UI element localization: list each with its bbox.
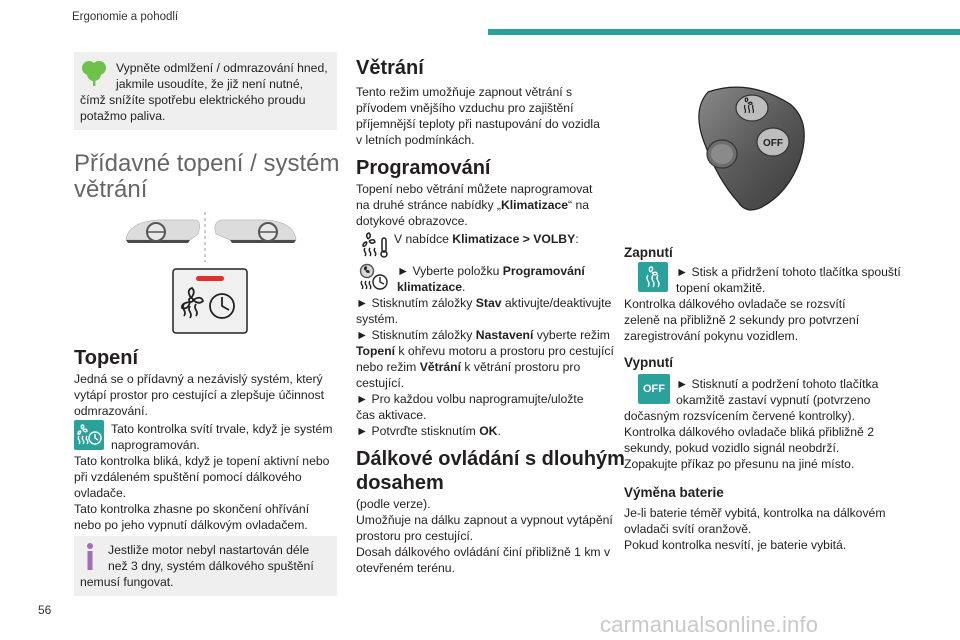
page-title-line1: Přídavné topení / systém (74, 150, 340, 177)
remote-title-line1: Dálkové ovládání s dlouhým (356, 448, 625, 470)
header-section-title: Ergonomie a pohodlí (72, 11, 179, 23)
lamp-on-line1: Tato kontrolka svítí trvale, když je systém (111, 422, 333, 436)
on-line1: ► Stisk a přidržení tohoto tlačítka spouští (676, 265, 901, 279)
settings-line4: cestující. (356, 376, 405, 390)
off-line2: okamžitě zastaví vypnutí (potvrzeno (676, 393, 871, 407)
lamp-off-line1: Tato kontrolka zhasne po skončení ohřívání (74, 502, 310, 516)
settings-line1: ► Stisknutím záložky Nastavení vyberte režim (356, 328, 610, 342)
off-title: Vypnutí (624, 355, 673, 370)
vent-line2: přívodem vnějšího vzduchu pro zajištění (356, 101, 574, 115)
status-line2: systém. (356, 312, 398, 326)
settings-line2: Topení k ohřevu motoru a prostoru pro cestující (356, 344, 614, 358)
remote-control-illustration (688, 82, 816, 214)
programming-icon (358, 263, 390, 293)
off-line6: Zopakujte příkaz po přesunu na jiné místo. (624, 457, 855, 471)
heating-text-line3: odmrazování. (74, 404, 148, 418)
remote-title-line2: dosahem (356, 472, 444, 494)
lamp-off-line2: nebo po jeho vypnutí dálkovým ovladačem. (74, 518, 308, 532)
on-line4: zeleně na přibližně 2 sekundy pro potvrzení (624, 313, 860, 327)
info-line1: Jestliže motor nebyl nastartován déle (108, 543, 310, 557)
off-line4: Kontrolka dálkového ovladače bliká přibližně 2 (624, 425, 874, 439)
climate-menu-icon (360, 230, 390, 260)
watermark: carmanualsonline.info (600, 612, 819, 637)
menu-path-line: V nabídce Klimatizace > VOLBY: (394, 232, 579, 246)
vent-line3: příjemnější teploty při nastupování do vozidla (356, 117, 600, 131)
on-line5: zaregistrování pokynu vozidlem. (624, 329, 799, 343)
eco-tip-line3: čímž snížíte spotřebu elektrického proudu (80, 93, 306, 107)
off-line5: sekundy, pokud vozidlo signál neobdrží. (624, 441, 840, 455)
on-line2: topení okamžitě. (676, 281, 766, 295)
battery-title: Výměna baterie (624, 485, 724, 500)
vent-line1: Tento režim umožňuje zapnout větrání s (356, 85, 573, 99)
info-line3: nemusí fungovat. (80, 575, 174, 589)
select-line2: klimatizace. (397, 280, 466, 294)
off-line3: dočasným rozsvícením červené kontrolky). (624, 409, 855, 423)
heating-title: Topení (74, 347, 139, 369)
eco-tip-line4: potažmo paliva. (80, 109, 166, 123)
settings-line3: nebo režim Větrání k větrání prostoru pro (356, 360, 581, 374)
heating-text-line1: Jedná se o přídavný a nezávislý systém, který (74, 372, 323, 386)
prog-line2: na druhé stránce nabídky „Klimatizace“ na (356, 198, 590, 212)
heating-text-line2: vytápí prostor pro cestující a zlepšuje účinnost (74, 388, 324, 402)
leaf-icon (80, 58, 108, 86)
off-icon-box (638, 374, 670, 404)
off-icon-label: OFF (643, 383, 665, 395)
on-title: Zapnutí (624, 245, 673, 260)
header-accent-bar (488, 29, 960, 35)
heater-button-illustration (172, 268, 248, 334)
eco-tip-line1: Vypněte odmlžení / odmrazování hned, (116, 61, 328, 75)
remote-line2: Umožňuje na dálku zapnout a vypnout vytápění (356, 513, 613, 527)
info-line2: než 3 dny, systém dálkového spuštění (108, 559, 314, 573)
lamp-on-line2: naprogramován. (111, 438, 200, 452)
dashboard-illustration (118, 212, 304, 262)
programming-title: Programování (356, 157, 491, 179)
remote-line5: otevřeném terénu. (356, 561, 455, 575)
time-line1: ► Pro každou volbu naprogramujte/uložte (356, 392, 584, 406)
battery-line1: Je-li baterie téměř vybitá, kontrolka na dálkovém (624, 506, 886, 520)
heater-lamp-icon (74, 420, 104, 450)
ventilation-title: Větrání (356, 57, 424, 79)
eco-tip-line2: jakmile usoudíte, že již není nutné, (116, 77, 303, 91)
page-title-line2: větrání (74, 176, 148, 203)
remote-off-label: OFF (763, 138, 783, 149)
battery-line2: ovladači svítí oranžově. (624, 522, 752, 536)
prog-line1: Topení nebo větrání můžete naprogramovat (356, 182, 593, 196)
confirm-line: ► Potvrďte stisknutím OK. (356, 424, 501, 438)
remote-line1: (podle verze). (356, 497, 431, 511)
select-line1: ► Vyberte položku Programování (397, 264, 585, 278)
lamp-blink-line2: při vzdáleném spuštění pomocí dálkového (74, 470, 302, 484)
info-icon (84, 542, 96, 570)
lamp-blink-line1: Tato kontrolka bliká, když je topení aktivní nebo (74, 454, 330, 468)
heater-on-icon (638, 262, 668, 292)
off-line1: ► Stisknutí a podržení tohoto tlačítka (676, 377, 879, 391)
prog-line3: dotykové obrazovce. (356, 214, 468, 228)
remote-line4: Dosah dálkového ovládání činí přibližně 1 km v (356, 545, 611, 559)
on-line3: Kontrolka dálkového ovladače se rozsvítí (624, 297, 846, 311)
page-number: 56 (38, 603, 52, 617)
vent-line4: v letních podmínkách. (356, 133, 475, 147)
time-line2: čas aktivace. (356, 408, 427, 422)
remote-line3: prostoru pro cestující. (356, 529, 474, 543)
battery-line3: Pokud kontrolka nesvítí, je baterie vybitá. (624, 538, 847, 552)
lamp-blink-line3: ovladače. (74, 486, 127, 500)
status-line1: ► Stisknutím záložky Stav aktivujte/deaktivujte (356, 296, 612, 310)
